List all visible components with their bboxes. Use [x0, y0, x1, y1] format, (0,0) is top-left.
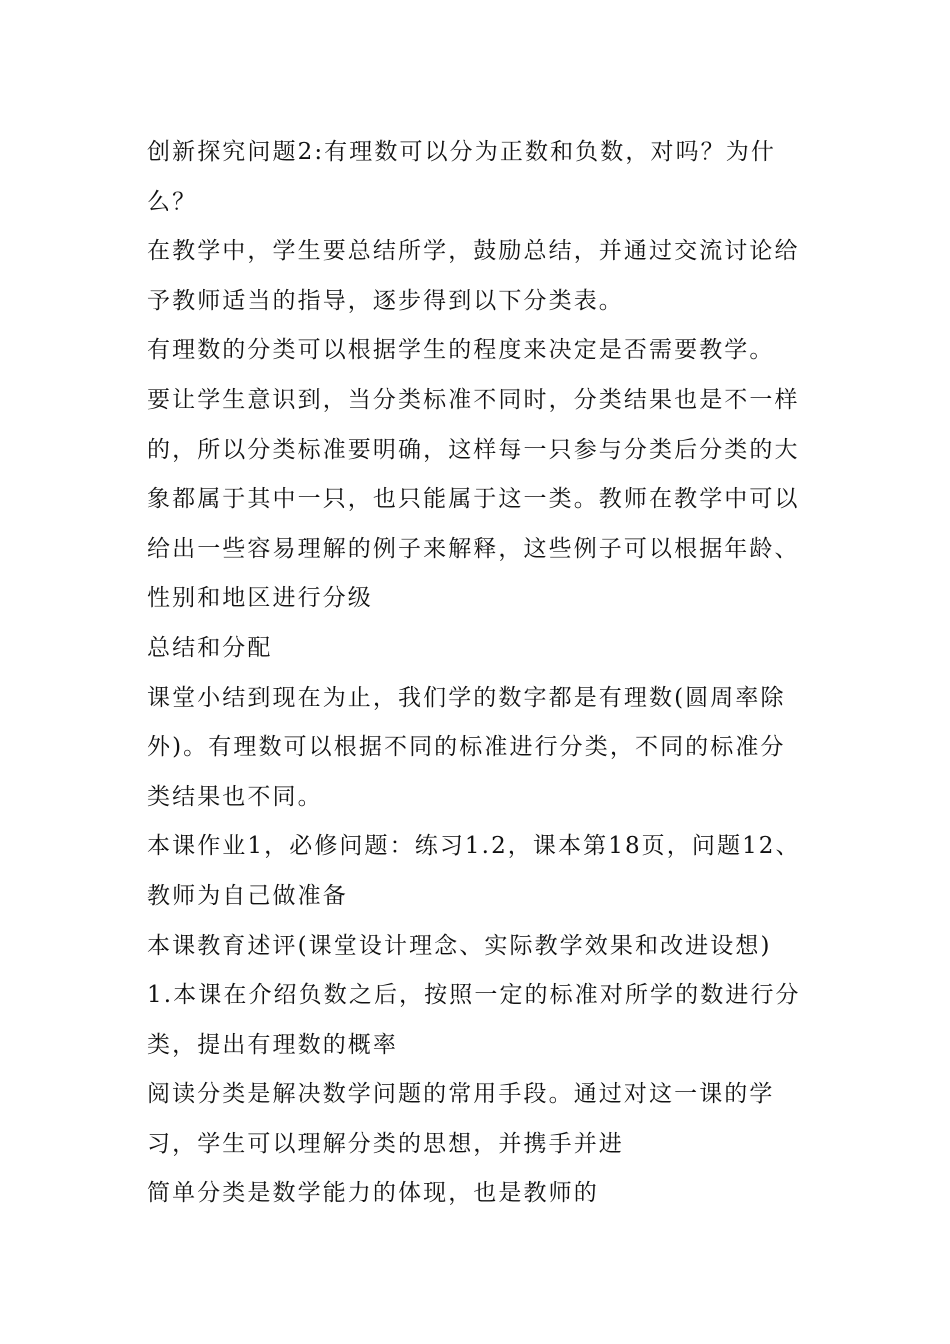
heading-lesson-review: 本课教育述评(课堂设计理念、实际教学效果和改进设想) [147, 932, 772, 959]
paragraph-homework: 本课作业1，必修问题：练习1.2，课本第18页，问题12、教师为自己做准备 [147, 833, 801, 909]
paragraph-review-point-1: 1.本课在介绍负数之后，按照一定的标准对所学的数进行分类，提出有理数的概率 [147, 982, 801, 1058]
paragraph-reading-classification: 阅读分类是解决数学问题的常用手段。通过对这一课的学习，学生可以理解分类的思想，并携手并进 [147, 1081, 775, 1157]
paragraph-teaching-summary: 在教学中，学生要总结所学，鼓励总结，并通过交流讨论给予教师适当的指导，逐步得到以下分类表。 [147, 238, 800, 314]
paragraph-simple-classification: 简单分类是数学能力的体现，也是教师的 [147, 1180, 599, 1207]
paragraph-classification-standard: 要让学生意识到，当分类标准不同时，分类结果也是不一样的，所以分类标准要明确，这样每一只参与分类后分类的大象都属于其中一只，也只能属于这一类。教师在教学中可以给出一些容易理解的例子来解释，这些例子可以根据年龄、性别和地区进行分级 [147, 386, 800, 612]
heading-summary-assignment: 总结和分配 [147, 634, 273, 661]
paragraph-inquiry-question: 创新探究问题2:有理数可以分为正数和负数，对吗？为什么？ [147, 139, 776, 215]
document-body [147, 128, 807, 1219]
paragraph-classification-level: 有理数的分类可以根据学生的程度来决定是否需要教学。 [147, 337, 775, 364]
paragraph-class-summary: 课堂小结到现在为止，我们学的数字都是有理数(圆周率除外)。有理数可以根据不同的标准进行分类，不同的标准分类结果也不同。 [147, 684, 786, 810]
